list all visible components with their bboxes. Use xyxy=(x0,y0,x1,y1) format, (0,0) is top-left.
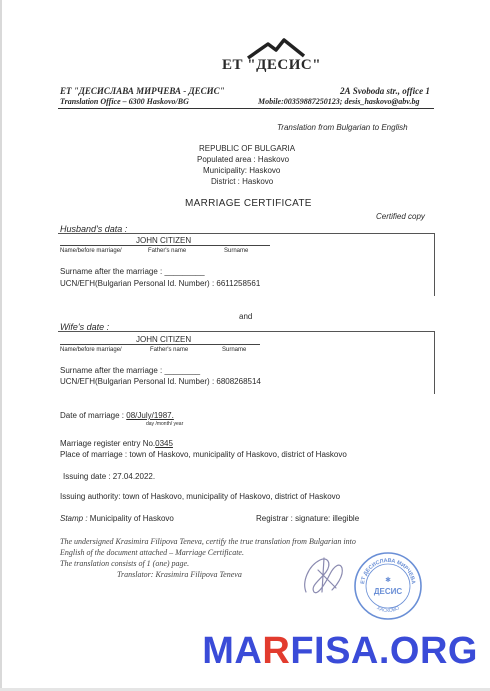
register-label: Marriage register entry No. xyxy=(60,439,156,448)
page-edge xyxy=(0,0,2,691)
and-text: and xyxy=(239,312,253,321)
populated-area: Populated area : Haskovo xyxy=(197,155,290,164)
register-value: 0345 xyxy=(155,439,173,448)
husband-name: JOHN CITIZEN xyxy=(136,236,192,245)
wife-ucn: UCN/ЕГН(Bulgarian Personal Id. Number) : 6808268514 xyxy=(60,377,261,386)
husband-surname-caption: Surname xyxy=(224,248,249,254)
marriage-date-caption: day /month/ year xyxy=(146,421,184,427)
certification-line-1: The undersigned Krasimira Filipova Teneva, certify the true translation from Bulgarian into xyxy=(60,537,356,546)
wife-father-caption: Father's name xyxy=(150,347,189,353)
husband-section-label: Husband's data : xyxy=(60,224,128,234)
husband-name-line xyxy=(60,245,270,246)
document-title: MARRIAGE CERTIFICATE xyxy=(185,198,312,209)
wife-surname-caption: Surname xyxy=(222,347,247,353)
stamp-label: Stamp : xyxy=(60,514,88,523)
company-address: 2А Svoboda str., office 1 xyxy=(340,86,430,96)
marriage-place: Place of marriage : town of Haskovo, municipality of Haskovo, district of Haskovo xyxy=(60,450,347,459)
district-line: District : Haskovo xyxy=(211,177,274,186)
stamp-value: Municipality of Haskovo xyxy=(87,514,174,523)
republic-line: REPUBLIC OF BULGARIA xyxy=(199,144,296,153)
company-contacts: Mobile:00359887250123; desis_haskovo@abv.bg xyxy=(258,97,420,106)
watermark xyxy=(202,630,478,673)
watermark-part-1: MA xyxy=(202,630,263,672)
header-divider xyxy=(58,108,434,109)
husband-name-caption: Name/before marriage/ xyxy=(60,248,122,254)
company-name: ЕТ "ДЕСИСЛАВА МИРЧЕВА - ДЕСИС" xyxy=(60,86,225,96)
seal-ring-bottom: ХАСКОВО xyxy=(375,605,401,615)
seal-ring-top: ЕТ ДЕСИСЛАВА МИРЧЕВА xyxy=(360,557,416,585)
wife-section-label: Wife's date : xyxy=(60,322,110,332)
certification-line-3: The translation consists of 1 (one) page. xyxy=(60,559,190,568)
seal-text: ДЕСИС xyxy=(373,587,403,596)
svg-text:ХАСКОВО xyxy=(376,605,401,614)
issuing-authority: Issuing authority: town of Haskovo, municipality of Haskovo, district of Haskovo xyxy=(60,492,341,501)
office-line: Translation Office – 6300 Haskovo/BG xyxy=(60,97,189,106)
municipality-line: Municipality: Haskovo xyxy=(203,166,281,175)
certification-line-4: Translator: Krasimira Filipova Teneva xyxy=(117,570,242,579)
watermark-part-3: FISA.ORG xyxy=(290,630,478,672)
translator-seal-icon xyxy=(352,550,424,622)
certified-copy: Certified copy xyxy=(376,212,425,221)
wife-name-caption: Name/before marriage/ xyxy=(60,347,122,353)
marriage-date-row xyxy=(60,411,174,420)
certification-line-2: English of the document attached – Marriage Certificate. xyxy=(60,548,244,557)
wife-name: JOHN CITIZEN xyxy=(136,335,192,344)
stamp-row xyxy=(60,514,174,523)
translation-note: Translation from Bulgarian to English xyxy=(277,123,408,132)
register-row xyxy=(60,439,173,448)
husband-ucn: UCN/ЕГН(Bulgarian Personal Id. Number) : 6611258561 xyxy=(60,279,261,288)
marriage-date-label: Date of marriage : xyxy=(60,411,127,420)
watermark-part-2: R xyxy=(262,630,291,672)
issuing-date: Issuing date : 27.04.2022. xyxy=(63,472,156,481)
translator-signature-icon xyxy=(296,552,350,598)
logo-text: ЕТ "ДЕСИС" xyxy=(222,57,322,73)
wife-name-line xyxy=(60,344,260,345)
registrar-line: Registrar : signature: illegible xyxy=(256,514,360,523)
husband-father-caption: Father's name xyxy=(148,248,187,254)
marriage-date-value: 08/July/1987. xyxy=(126,411,174,420)
wife-surname-after: Surname after the marriage : ________ xyxy=(60,366,201,375)
svg-text:✱: ✱ xyxy=(385,577,391,584)
husband-surname-after: Surname after the marriage : _________ xyxy=(60,267,205,276)
